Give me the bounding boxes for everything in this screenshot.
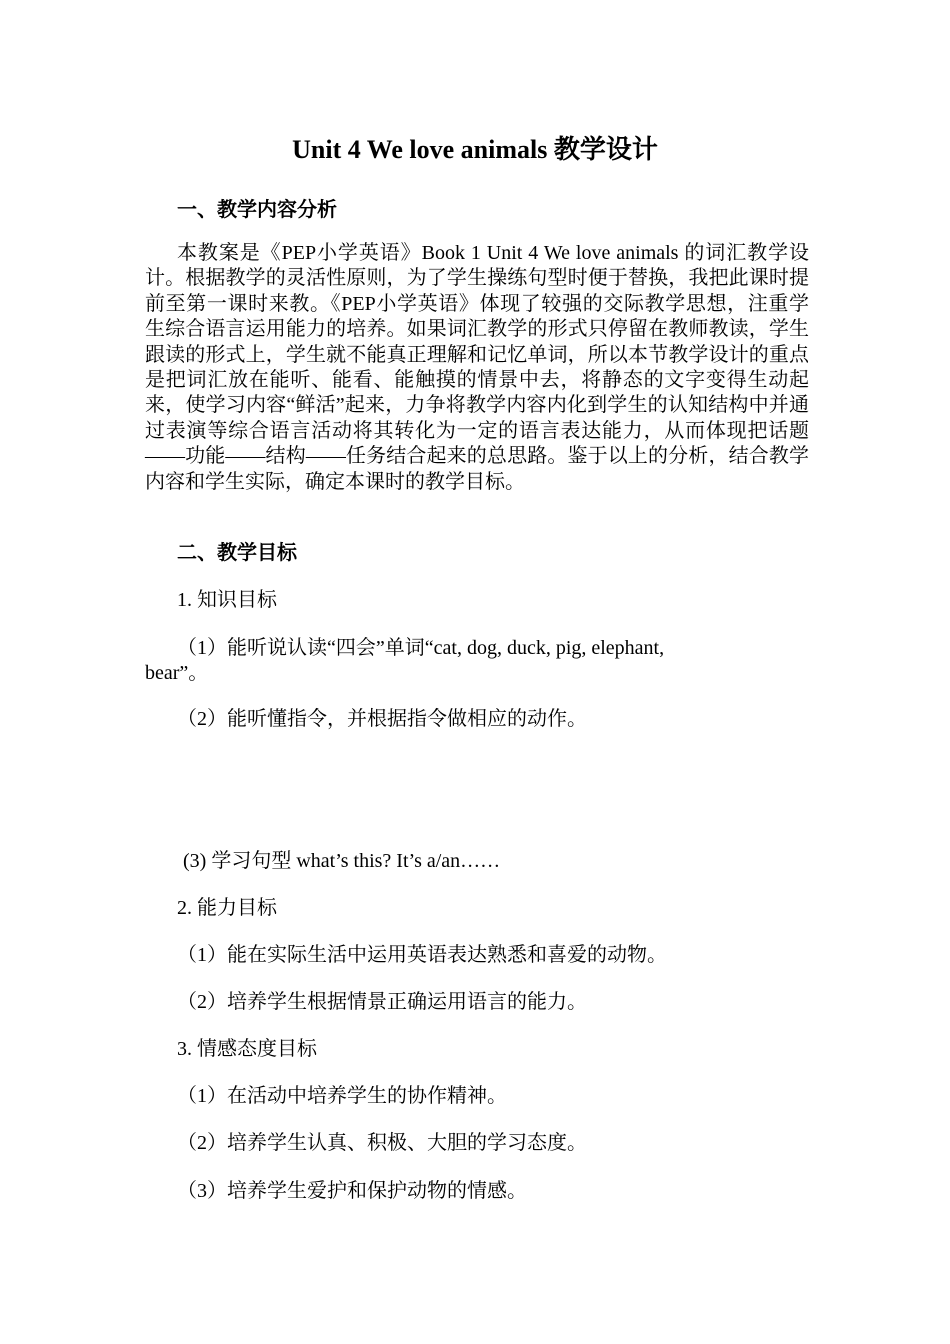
section-heading-teaching-goals: 二、教学目标 — [177, 542, 297, 564]
document-title: Unit 4 We love animals 教学设计 — [292, 135, 658, 164]
emotion-goal-item-2: （2）培养学生认真、积极、大胆的学习态度。 — [177, 1132, 587, 1154]
knowledge-goal-item-1: （1）能听说认读“四会”单词“cat, dog, duck, pig, elephant, — [177, 637, 665, 659]
emotion-goal-item-1: （1）在活动中培养学生的协作精神。 — [177, 1085, 507, 1107]
knowledge-goal-item-3: (3) 学习句型 what’s this? It’s a/an…… — [183, 850, 501, 872]
emotion-goal-item-3: （3）培养学生爱护和保护动物的情感。 — [177, 1180, 527, 1202]
emotion-goals-label: 3. 情感态度目标 — [177, 1038, 317, 1060]
section-heading-content-analysis: 一、教学内容分析 — [177, 199, 337, 221]
knowledge-goal-item-1-continued: bear”。 — [145, 662, 209, 684]
content-analysis-paragraph: 本教案是《PEP小学英语》Book 1 Unit 4 We love animals 的词汇教学设计。根据教学的灵活性原则，为了学生操练句型时便于替换，我把此课时提前至第一课时来教。《PEP小学英语》体现了较强的交际教学思想，注重学生综合语言运用能力的培养。如果词汇教学的形式只停留在教师教读，学生跟读的形式上，学生就不能真正理解和记忆单词，所以本节教学设计的重点是把词汇放在能听、能看、能触摸的情景中去，将静态的文字变得生动起来，使学习内容“鲜活”起来，力争将教学内容内化到学生的认知结构中并通过表演等综合语言活动将其转化为一定的语言表达能力，从而体现把话题——功能——结构——任务结合起来的总思路。鉴于以上的分析，结合教学内容和学生实际，确定本课时的教学目标。 — [145, 242, 809, 493]
ability-goal-item-1: （1）能在实际生活中运用英语表达熟悉和喜爱的动物。 — [177, 944, 667, 966]
knowledge-goal-item-2: （2）能听懂指令，并根据指令做相应的动作。 — [177, 708, 587, 730]
knowledge-goals-label: 1. 知识目标 — [177, 589, 277, 611]
ability-goal-item-2: （2）培养学生根据情景正确运用语言的能力。 — [177, 991, 587, 1013]
ability-goals-label: 2. 能力目标 — [177, 897, 277, 919]
